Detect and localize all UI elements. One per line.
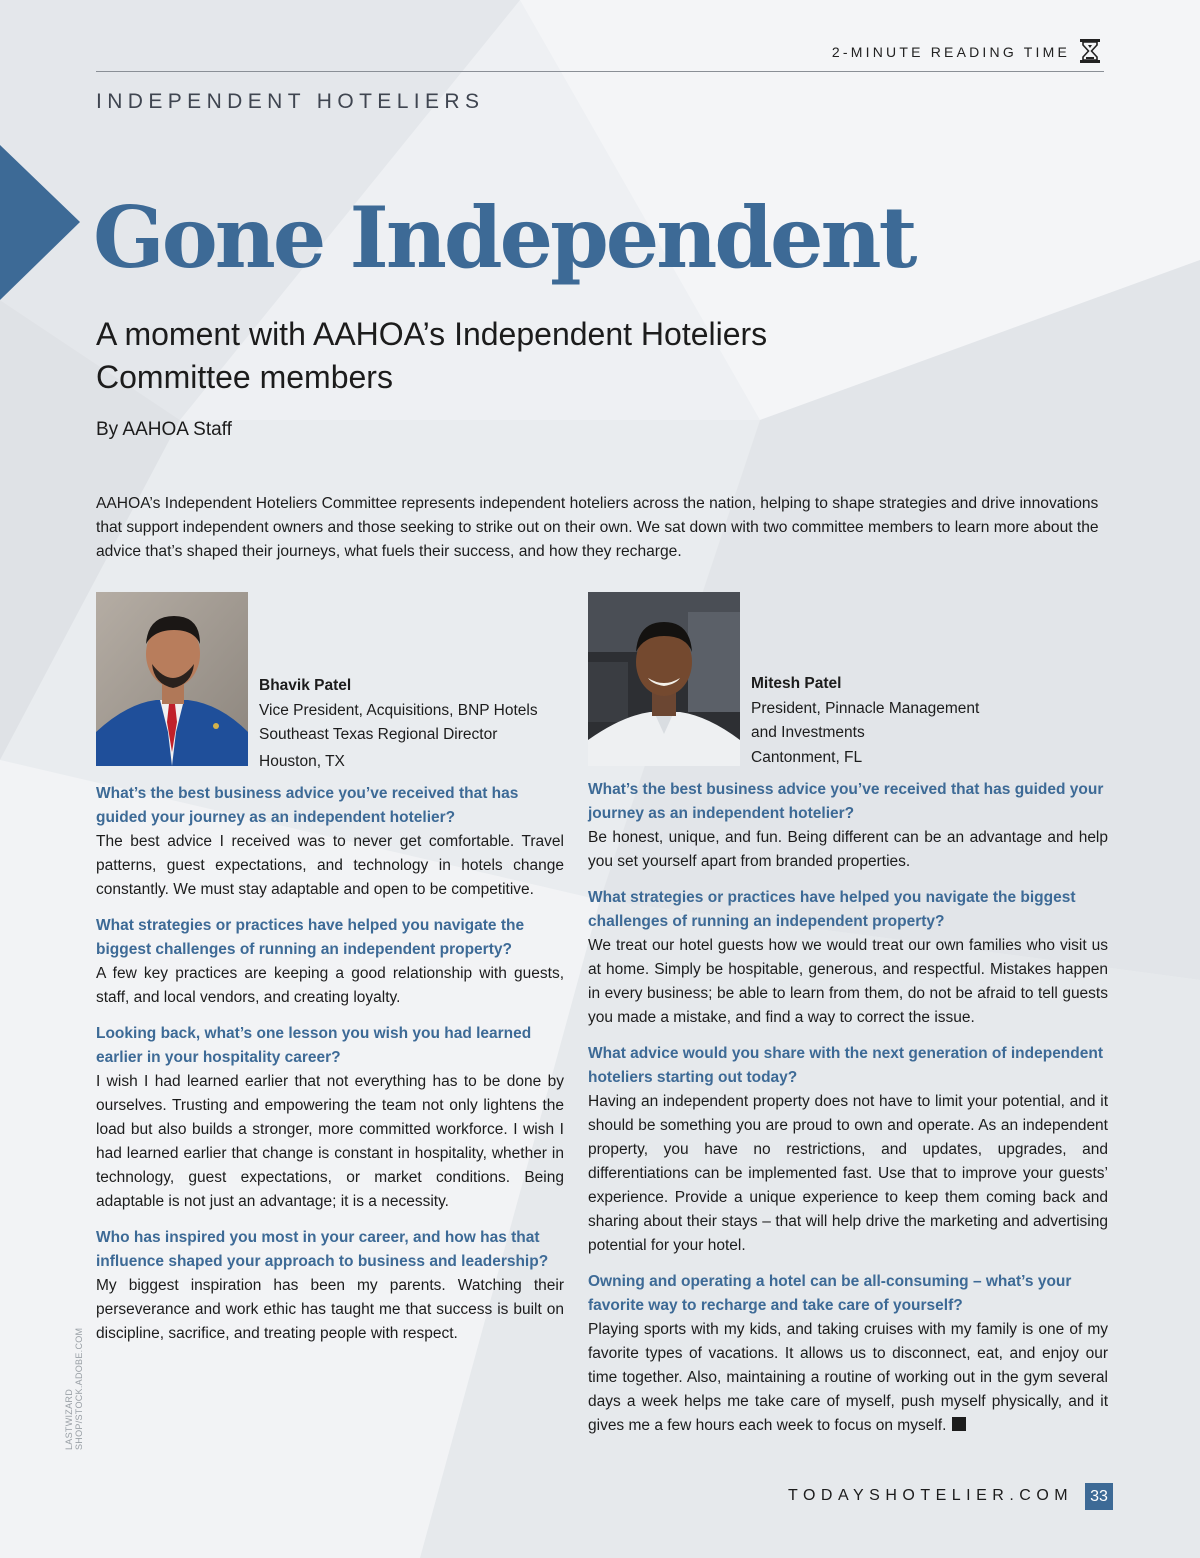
site-url[interactable]: TODAYSHOTELIER.COM: [788, 1487, 1074, 1504]
mitesh-info: [751, 672, 979, 770]
bhavik-location: Houston, TX: [259, 752, 345, 770]
article-subtitle: A moment with AAHOA’s Independent Hoteliers Committee members: [96, 316, 768, 395]
question: What strategies or practices have helped you navigate the biggest challenges of running an independent property?: [96, 917, 525, 958]
qa-item: [588, 778, 1108, 874]
question: What’s the best business advice you’ve received that has guided your journey as an independent hotelier?: [588, 781, 1104, 822]
left-column: [96, 592, 564, 1358]
mitesh-location: Cantonment, FL: [751, 748, 863, 766]
answer: Having an independent property does not have to limit your potential, and it should be something you are proud to own and operate. As an independent property, you have no restrictions, and updates, upgrades, and differentiations can be implemented fast. Use that to improve your guests’ experience. Provide a unique experience to keep them coming back and sharing about their stays – that will help drive the marketing and advertising potential for your hotel.: [588, 1093, 1108, 1254]
header-rule: [96, 71, 1104, 72]
mitesh-photo: [588, 592, 740, 766]
question: Who has inspired you most in your career, and how has that influence shaped your approach to business and leadership?: [96, 1229, 549, 1270]
right-column: [588, 592, 1108, 1450]
answer: [588, 1318, 1108, 1438]
question: What strategies or practices have helped you navigate the biggest challenges of running an independent property?: [588, 889, 1076, 930]
byline: By AAHOA Staff: [96, 419, 232, 440]
qa-item: [96, 782, 564, 902]
question: What advice would you share with the next generation of independent hoteliers starting out today?: [588, 1045, 1103, 1086]
answer: We treat our hotel guests how we would treat our own families who visit us at home. Simply be hospitable, generous, and respectful. Mistakes happen in every business; be able to learn from them, do not be afraid to tell guests you made a mistake, and find a way to correct the issue.: [588, 937, 1108, 1026]
question: Looking back, what’s one lesson you wish you had learned earlier in your hospitality career?: [96, 1025, 532, 1066]
qa-item: [96, 1226, 564, 1346]
bhavik-info: [259, 674, 538, 774]
article-title: Gone Independent: [93, 188, 915, 287]
qa-item: [588, 1270, 1108, 1438]
bhavik-photo: [96, 592, 248, 766]
hourglass-icon: [1078, 38, 1102, 64]
profile-bhavik: [96, 592, 564, 782]
bhavik-name: Bhavik Patel: [259, 677, 352, 694]
qa-item: [588, 1042, 1108, 1258]
photo-credit: LASTWIZARD SHOP/STOCK.ADOBE.COM: [64, 1327, 84, 1450]
qa-item: [588, 886, 1108, 1030]
question: What’s the best business advice you’ve received that has guided your journey as an independent hotelier?: [96, 785, 519, 826]
bhavik-role-2: Southeast Texas Regional Director: [259, 726, 498, 743]
qa-item: [96, 1022, 564, 1214]
accent-arrow: [0, 145, 80, 300]
answer-text: Playing sports with my kids, and taking cruises with my family is one of my favorite types of vacations. It allows us to disconnect, eat, and enjoy our time together. Also, maintaining a routine of working out in the gym several days a week helps me take care of myself, push myself physically, and it gives me a few hours each week to focus on myself.: [588, 1321, 1108, 1434]
reading-time-label: 2-MINUTE READING TIME: [831, 44, 1070, 60]
bhavik-role-1: Vice President, Acquisitions, BNP Hotels: [259, 701, 538, 719]
qa-item: [96, 914, 564, 1010]
answer: My biggest inspiration has been my parents. Watching their perseverance and work ethic has taught me that success is built on discipline, sacrifice, and treating people with respect.: [96, 1277, 564, 1342]
page-number: 33: [1085, 1483, 1113, 1510]
mitesh-name: Mitesh Patel: [751, 675, 842, 692]
mitesh-role-2: and Investments: [751, 724, 865, 741]
intro-paragraph: AAHOA’s Independent Hoteliers Committee represents independent hoteliers across the nation, helping to shape strategies and drive innovations that support independent owners and those seeking to strike out on their own. We sat down with two committee members to learn more about the advice that’s shaped their journeys, what fuels their success, and how they recharge.: [96, 495, 1099, 560]
end-of-article-mark: [952, 1417, 966, 1431]
answer: A few key practices are keeping a good relationship with guests, staff, and local vendors, and creating loyalty.: [96, 965, 564, 1006]
profile-mitesh: [588, 592, 1108, 778]
section-label: INDEPENDENT HOTELIERS: [96, 90, 485, 113]
answer: Be honest, unique, and fun. Being different can be an advantage and help you set yourself apart from branded properties.: [588, 829, 1108, 870]
answer: The best advice I received was to never get comfortable. Travel patterns, guest expectations, and technology in hotels change constantly. We must stay adaptable and open to be competitive.: [96, 833, 564, 898]
mitesh-role-1: President, Pinnacle Management: [751, 699, 980, 717]
question: Owning and operating a hotel can be all-consuming – what’s your favorite way to recharge and take care of yourself?: [588, 1273, 1072, 1314]
answer: I wish I had learned earlier that not everything has to be done by ourselves. Trusting and empowering the team not only lightens the load but also builds a stronger, more committed workforce. I wish I had learned earlier that change is constant in hospitality, whether in technology, guest expectations, or market conditions. Being adaptable is not just an advantage; it is a necessity.: [96, 1073, 564, 1210]
